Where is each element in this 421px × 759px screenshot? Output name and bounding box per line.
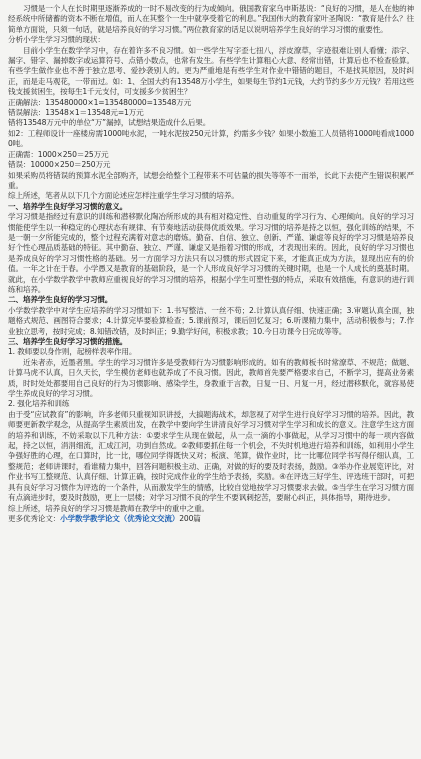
wrong-cost-line: 错误：10000×250＝250万元 [8,160,111,170]
summary-intro: 综上所述，笔者从以下几个方面论述应怎样注重学生学习习惯的培养。 [8,191,239,201]
habits-status-paragraph: 目前小学生在数学学习中，存在着许多不良习惯。如一些学生写字歪七扭八，浮皮潦草，字迹很难让别人看懂；添字、漏字、错字、漏掉数字或运算符号、点错小数点，也常有发生。有些学生计算粗心大意、经常出错，计算后也不检查验算。有些学生做作业也不善于独立思考、爱抄袭别人的。更为严重地是有些学生对作业中错错的题目，不是找其原因，及时纠正，而是走马观花，一带而过。如：1、全国大约有13548万小学生，如果每生节约1元钱，大约节约多少万元钱？若用这些钱支援贫困生，按每生1千元支付，可支援多少贫困生？ [8,45,414,97]
example-two-paragraph: 如2：工程师设计一座楼房需1000吨水泥，一吨水泥按250元计算，约需多少钱？如果小数施工人员错将1000吨看成10000吨。 [8,128,414,149]
measure-two-paragraph: 由于受“应试教育”的影响，许多老师只重视知识讲授，大搞题海战术，却忽视了对学生进行良好学习习惯的培养。因此，教师要更新教学观念，从提高学生素质出发，在教学中要向学生讲清良好学习习惯对学生学习和成长的意义。注意学生这方面的培养和训练，不妨采取以下几种方法：①要求学生从现在做起，从一点一滴的小事做起，从学习习惯中的每一项内容做起，持之以恒，涓涓细流，汇成江河，功到自然成。②教师要抓住每一个机会，不失时机地进行培养和训练，如利用小学生争强好胜的心理，在口算时，比一比，哪位同学得既快又对；板演、笔算，做作业时，比一比哪位同学书写得仔细认真，工整规范；老师讲课时，看谁精力集中，回答问题积极主动、正确，对做的好的要及时表扬，鼓励。③举办作业展览评比，对作业书写工整规范、认真仔细、计算正确，按时完成作业的学生给予表扬，奖励。④在评选三好学生、评选班干部时，可把具有良好学习习惯作为评选的一个条件，从而激发学生的情感，比较自觉地按学习习惯要求去做。⑤当学生在学习习惯方面有点滴进步时，要及时鼓励，更上一层楼；对学习习惯不良的学生不要讽刺挖苦，要耐心纠正，具体指导，期待进步。 [8,409,414,503]
more-papers-link[interactable]: 小学数学教学论文（优秀论文交流） [60,513,180,523]
conclusion-paragraph: 综上所述，培养良好的学习习惯是教师在教学中的重中之重。 [8,503,209,513]
unit-error-note: 错将13548万元中的单位“万”漏掉，试想结果造成什么后果。 [8,118,211,128]
measure-one-heading: 1. 教师要以身作则，起榜样表率作用。 [8,347,137,357]
analysis-heading: 分析小学生学习习惯的现状： [8,35,105,45]
measure-two-heading: 2. 强化培养和训练 [8,399,70,409]
intro-paragraph: 习惯是一个人在长时期里逐渐养成的一时不易改变的行为或倾向。俄国教育家乌申斯基说：“良好的习惯，是人在他的神经系统中所储蓄的资本不断在增值，而人在其整个一生中就享受着它的利息。”我国伟大的教育家叶圣陶说：“教育是什么？往简单方面说，只须一句话，就是培养良好的学习习惯。”两位教育家的话足以说明培养学生良好的学习习惯的重要性。 [8,4,414,34]
significance-paragraph: 学习习惯是指经过有意识的训练和潜移默化陶冶所形成的具有相对稳定性、自动重复的学习行为、心理倾向。良好的学习习惯能使学生以一种稳定的心理状态有规律、有节奏地活动获得优质效果。学习习惯的培养是持之以恒，强化训练的结果，不是一朝一夕所能完成的，整个过程充满着对意志的磨炼。勤奋、自信、独立、创新、严谨、谦虚等良好的学习习惯是培养良好个性心理品质基础的特征。其中勤奋、独立、严谨、谦虚又是指着习惯的形成，才表现出来的。因此，良好的学习习惯也是养成良好的学习习惯性格的基础。另一方面学习方法只有以习惯的形式固定下来，才能真正成为方法，显现出应有的价值。一年之计在于春。小学愚又是教育的基础阶段，是一个人形成良好学习习惯的关键时期，也是一个人成长的奠基时期。就此，在小学数学教学中教师应重视良好的学习习惯的培养，根据小学生可塑性强的特点，采取有效措施，有意识的进行训练和培养。 [8,212,414,294]
consequence-paragraph: 如果采购员将错误的预算水泥全部购齐，试想会给整个工程带来不可估量的损失等等不一而举，长此下去使产生错误积累严重。 [8,170,414,190]
correct-solution-line: 正确解法：135480000×1=135480000=13548万元 [8,97,192,107]
habits-list-paragraph: 小学数学教学中对学生应培养的学习习惯如下：1.书写整洁、一丝不苟；2.计算认真仔细、快速正确；3.审题认真全面，独题格式规范、画图符合要求；4.计算完毕要验算检查；5.课前预习，课后回忆复习；6.听课精力集中，活动积极参与；7.作业独立思考，按时完成；8.知错改错，及时纠正；9.勤学好问，积极求教；10.今日功课今日完成等等。 [8,305,414,336]
wrong-solution-line: 错误解法：13548×1＝13548元=1万元 [8,108,144,118]
section-heading-measures: 三、培养学生良好学习习惯的措施。 [8,337,128,346]
more-papers-count: 200篇 [179,513,201,523]
section-heading-habits: 二、培养学生良好的学习习惯。 [8,295,113,305]
measure-one-paragraph: 近朱者赤，近墨者黑。学生的学习习惯许多是受教师行为习惯影响形成的。如有的教师板书时常潦草、不规范；做题、计算马虎不认真，日久天长，学生模仿老师也就养成了不良习惯。因此，教师首先要严格要求自己，不断学习，提高业务素质，时时处处都要用自己良好的行为习惯影响、感染学生，身教重于言教，日复一日、月复一月，经过潜移默化，就容易使学生养成良好的学习习惯。 [8,357,414,399]
more-papers-line [8,514,414,524]
section-heading-significance: 一、培养学生良好学习习惯的意义。 [8,201,128,211]
more-papers-prefix: 更多优秀论文： [8,513,61,523]
correct-cost-line: 正确需：1000×250＝25万元 [8,149,109,159]
